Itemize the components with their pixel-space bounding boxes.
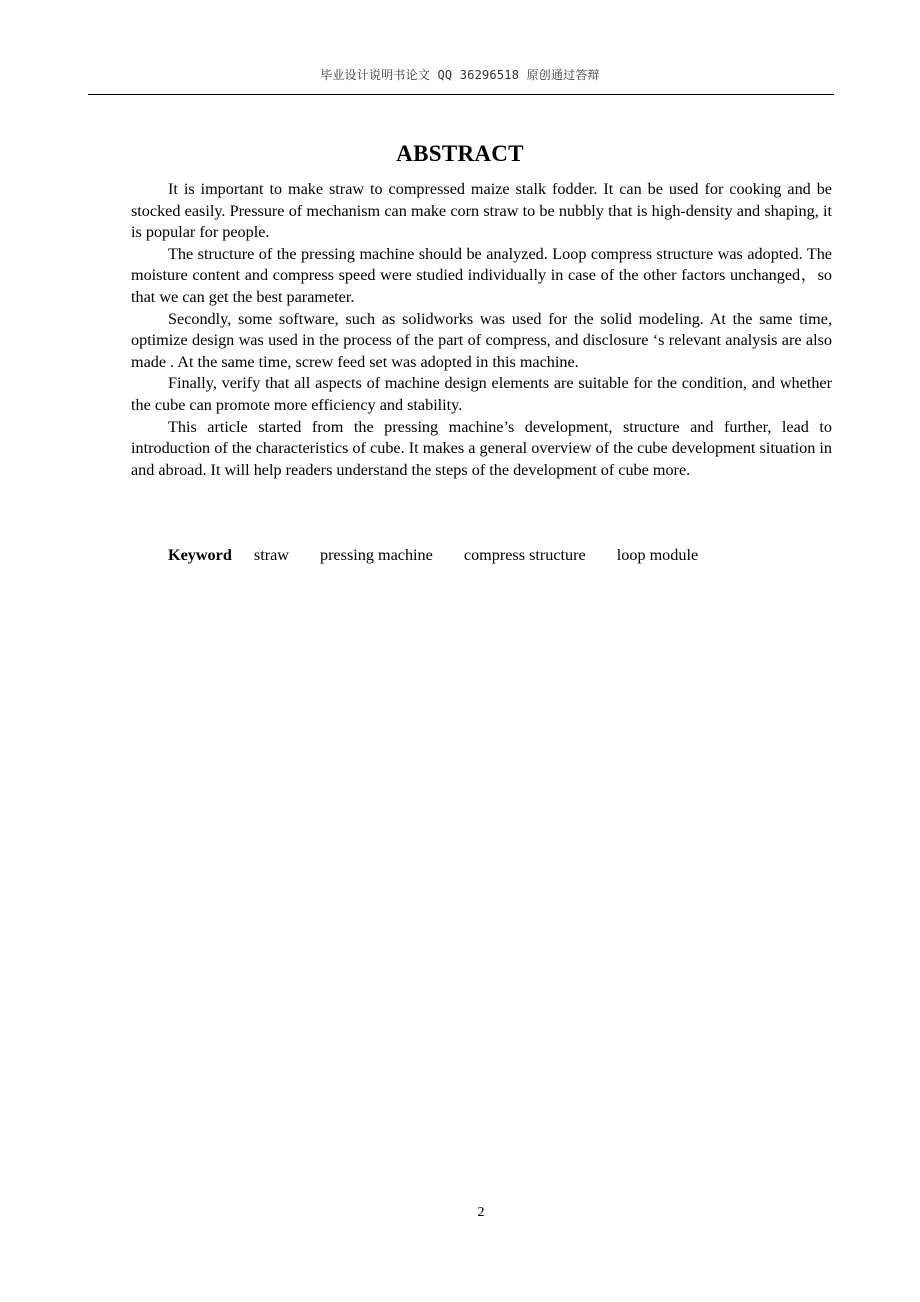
keywords-label: Keyword: [168, 546, 232, 564]
abstract-paragraph-5: This article started from the pressing machine’s development, structure and further, lead to introduction of the characteristics of cube. It makes a general overview of the cube development situation in and abroad. It will help readers understand the steps of the development of cube more.: [131, 417, 832, 479]
abstract-paragraph-3: Secondly, some software, such as solidworks was used for the solid modeling. At the same time, optimize design was used in the process of the part of compress, and disclosure ‘s relevant analysis are also made . At the same time, screw feed set was adopted in this machine.: [131, 309, 832, 371]
keyword-item: straw: [253, 546, 289, 564]
keyword-item: loop module: [616, 546, 699, 564]
abstract-paragraph-1: It is important to make straw to compressed maize stalk fodder. It can be used for cooking and be stocked easily. Pressure of mechanism can make corn straw to be nubbly that is high-density and shaping, it is popular for people.: [131, 180, 832, 242]
running-header: 毕业设计说明书论文 QQ 36296518 原创通过答辩: [320, 68, 600, 82]
abstract-body: [131, 179, 832, 481]
keyword-item: compress structure: [463, 546, 586, 564]
abstract-title: ABSTRACT: [396, 141, 524, 166]
page-number: 2: [477, 1205, 485, 1220]
keywords-line: [168, 544, 832, 566]
abstract-paragraph-2: The structure of the pressing machine should be analyzed. Loop compress structure was adopted. The moisture content and compress speed were studied individually in case of the other factors unchanged，so that we can get the best parameter.: [131, 244, 832, 306]
header-rule: [88, 94, 834, 95]
abstract-paragraph-4: Finally, verify that all aspects of machine design elements are suitable for the condition, and whether the cube can promote more efficiency and stability.: [131, 374, 832, 414]
keyword-item: pressing machine: [320, 546, 433, 564]
